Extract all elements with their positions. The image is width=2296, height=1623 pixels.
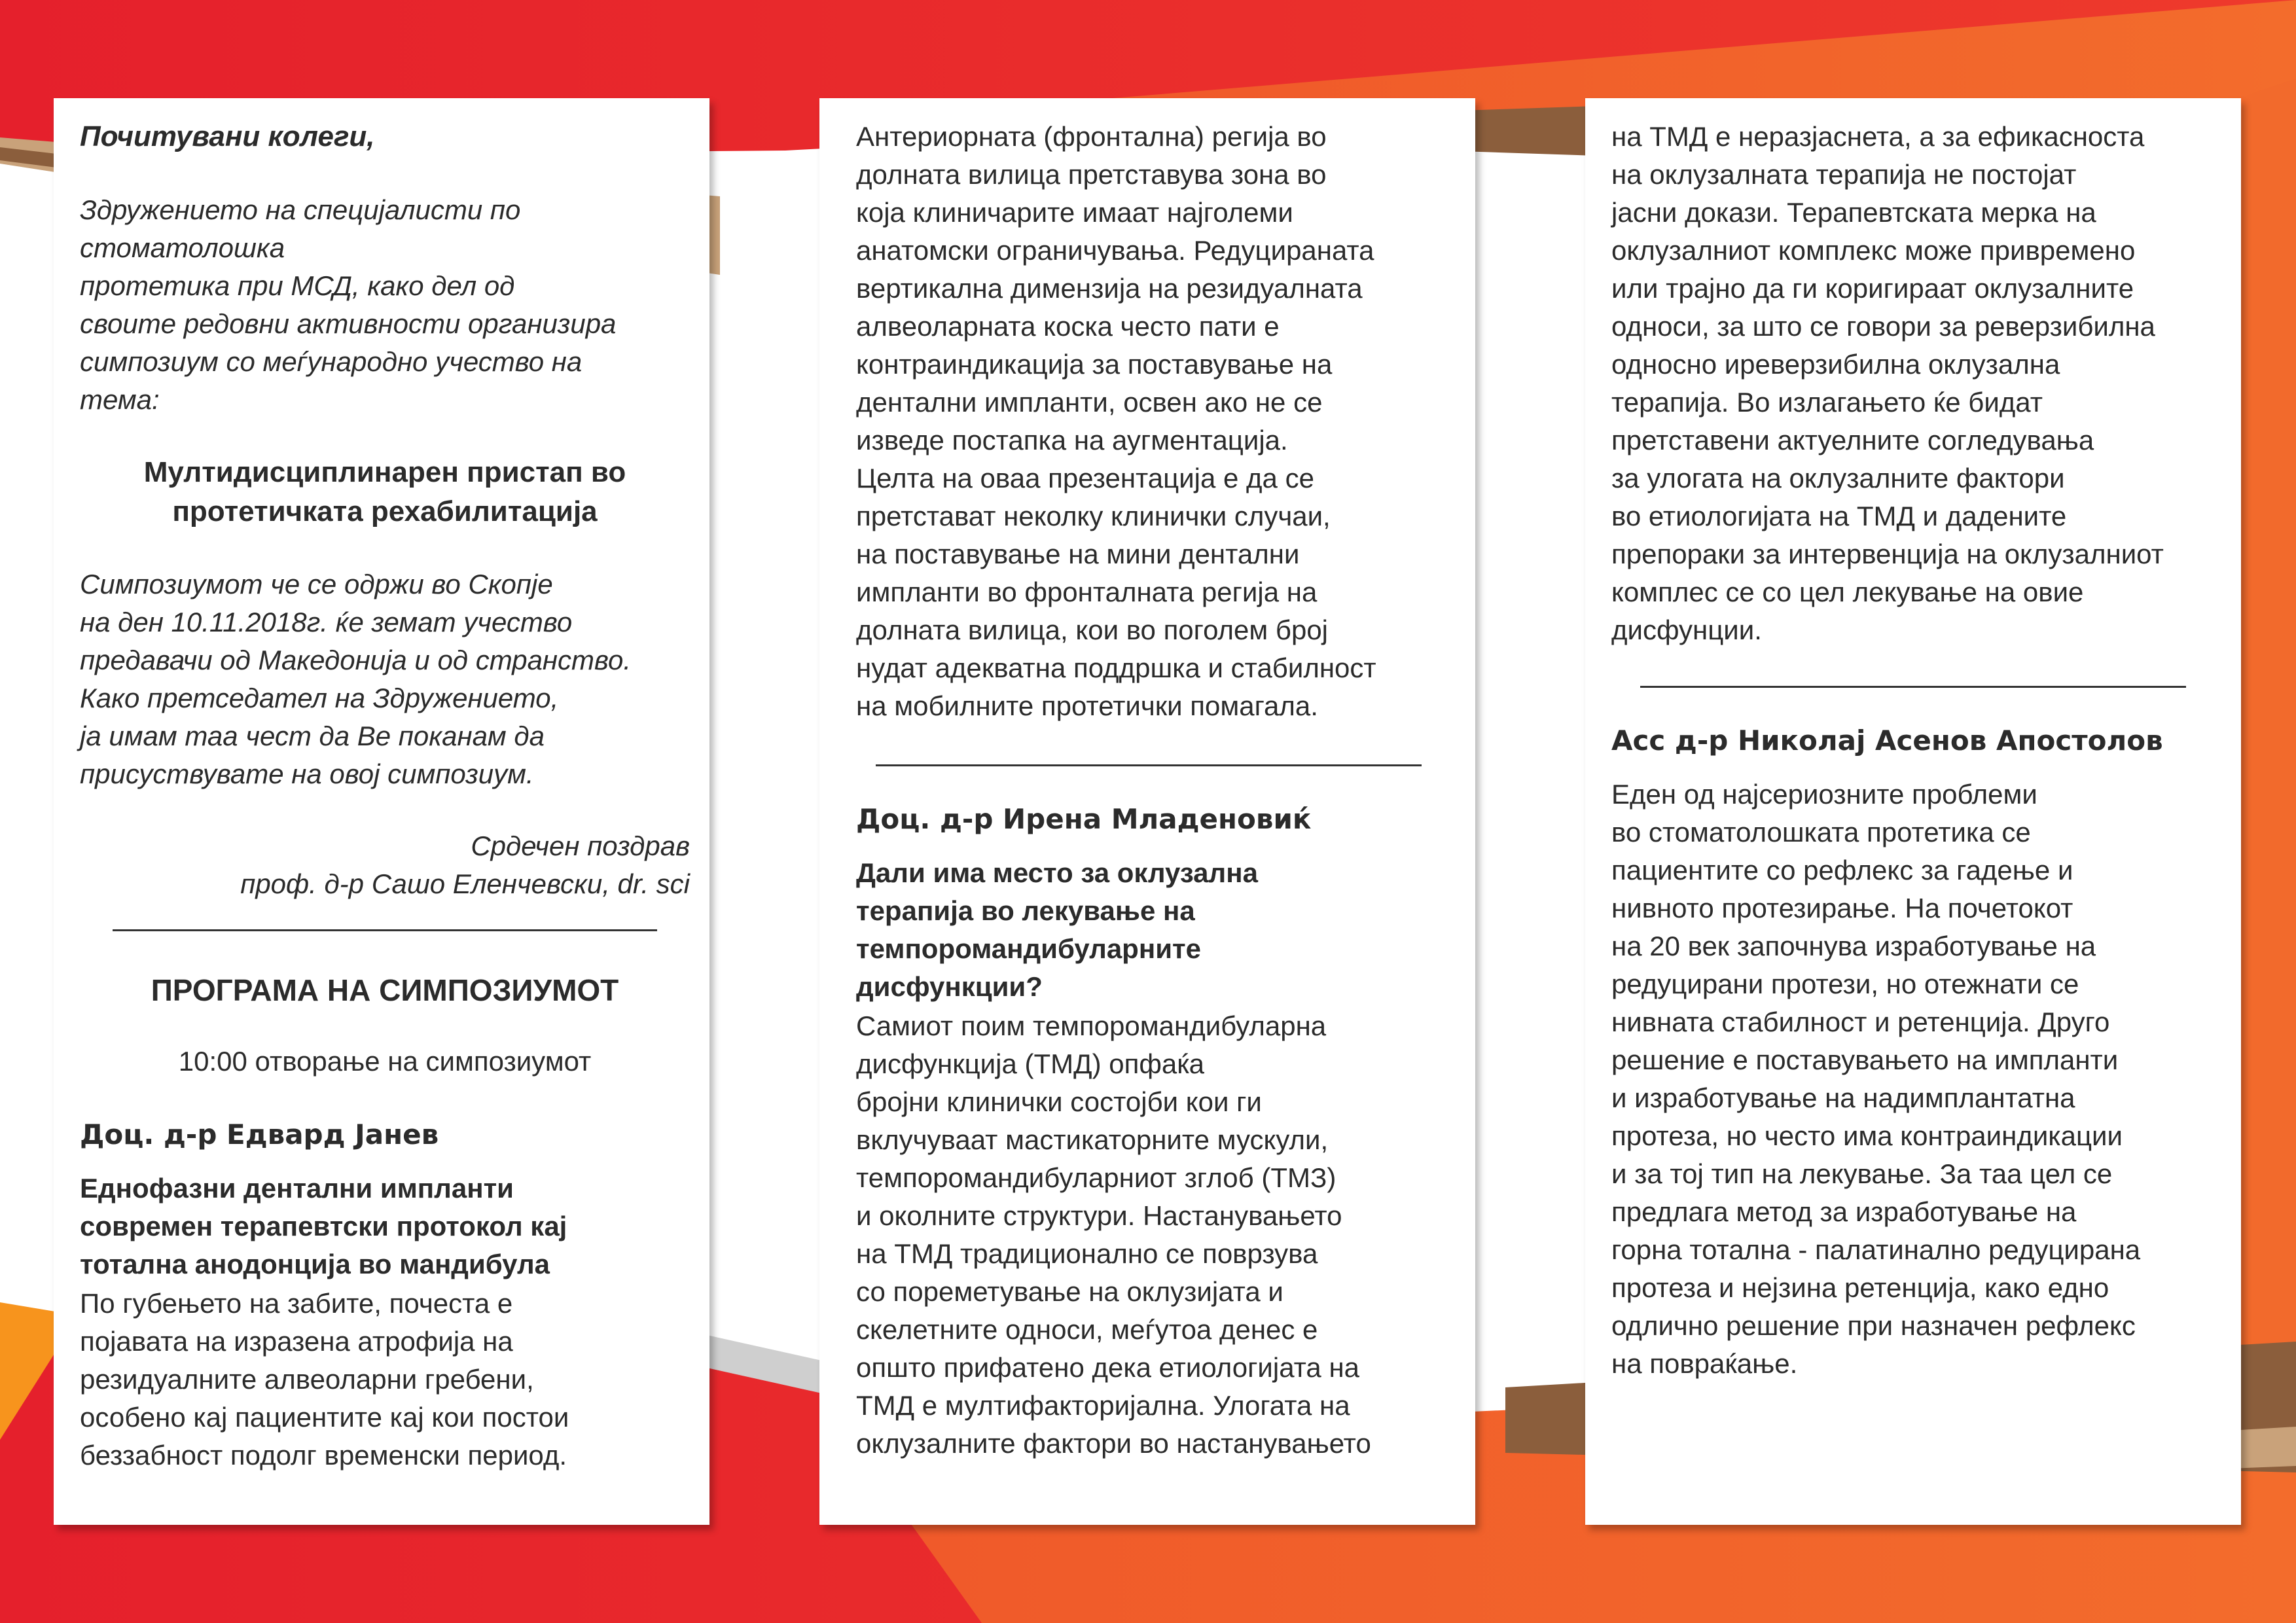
panel-right (1585, 98, 2241, 1525)
speaker-name: Асс д-р Николај Асенов Апостолов (1611, 724, 2163, 757)
talk-title: Дали има место за оклузална терапија во лекување на темпоромандибуларните дисфункции? (856, 857, 1258, 1002)
signature: Срдечен поздрав проф. д-р Сашо Еленчевски, dr. sci (240, 830, 690, 899)
talk-title: Еднофазни дентални импланти современ терапевтски протокол кај тотална анодонција во мандибула (80, 1173, 567, 1279)
talk-abstract: По губењето на забите, почеста е појавата на изразена атрофија на резидуалните алвеоларни гребени, особено кај пациентите кај кои постои беззабност подолг временски период. (80, 1288, 569, 1471)
speaker-name: Доц. д-р Ирена Младеновиќ (856, 803, 1312, 835)
divider (1640, 686, 2186, 688)
panel-invitation (54, 98, 709, 1525)
talk-abstract: Еден од најсериозните проблеми во стоматолошката протетика се пациентите со рефлекс за гадење и нивното протезирање. На почетокот на 20 век започнува изработување на редуцирани протези, но отежнати се нивната стабилност и ретенција. Друго решение е поставувањето на импланти и изработување на надимплантатна протеза, но често има контраиндикации и за тој тип на лекување. За таа цел се предлага метод за изработување на горна тотална - палатинално редуцирана протеза и нејзина ретенција, како едно одлично решение при назначен рефлекс на повраќање. (1611, 779, 2141, 1379)
bg-orange-right-edge (2238, 79, 2296, 1505)
talk-abstract: Самиот поим темпоромандибуларна дисфункција (ТМД) опфаќа бројни клинички состојби кои ги вклучуваат мастикаторните мускули, темпоромандибуларниот зглоб (ТМЗ) и околните структури. Настанувањето на ТМД традиционално се поврзува со пореметување на оклузијата и скелетните односи, меѓутоа денес е општо прифатено дека етиологијата на ТМД е мултифакторијална. Улогата на оклузалните фактори во настанувањето (856, 1010, 1371, 1459)
abstract-continuation: на ТМД е неразјаснета, а за ефикасноста на оклузалната терапија не постојат јасни докази. Терапевтската мерка на оклузалниот комплекс може привремено или трајно да ги коригираат оклузалните односи, за што се говори за реверзибилна односно иреверзибилна оклузална терапија. Во излагањето ќе бидат претставени актуелните согледувања за улогата на оклузалните фактори во етиологијата на ТМД и дадените препораки за интервенција на оклузалниот комплес се со цел лекување на овие дисфунции. (1611, 121, 2164, 645)
abstract-continuation: Антериорната (фронтална) регија во долната вилица претставува зона во која клиничарите имаат најголеми анатомски ограничувања. Редуцираната вертикална димензија на резидуалната алвеоларната коска често пати е контраиндикација за поставување на дентални импланти, освен ако не се изведе постапка на аугментација. Целта на оваа презентација е да се претстават неколку клинички случаи, на поставување на мини дентални импланти во фронталната регија на долната вилица, кои во поголем број нудат адекватна поддршка и стабилност на мобилните протетички помагала. (856, 121, 1376, 721)
closing-text: Симпозиумот че се одржи во Скопје на ден 10.11.2018г. ќе земат учество предавачи од Македонија и од странство. Како претседател на Здружението, ја имам таа чест да Ве поканам да присуствувате на овој симпозиум. (80, 569, 632, 789)
opening-time: 10:00 отворање на симпозиумот (178, 1046, 592, 1077)
speaker-name: Доц. д-р Едвард Јанев (80, 1118, 439, 1150)
greeting: Почитувани колеги, (80, 120, 375, 152)
divider (113, 929, 657, 931)
program-title: ПРОГРАМА НА СИМПОЗИУМОТ (151, 973, 619, 1007)
intro-text: Здружението на специјалисти по стоматолошка протетика при МСД, како дел од своите редовни активности организира симпозиум со меѓународно учество на тема: (80, 194, 617, 415)
panel-middle (819, 98, 1475, 1525)
divider (876, 764, 1422, 766)
symposium-topic: Мултидисциплинарен пристап во протетичката рехабилитација (143, 456, 626, 527)
